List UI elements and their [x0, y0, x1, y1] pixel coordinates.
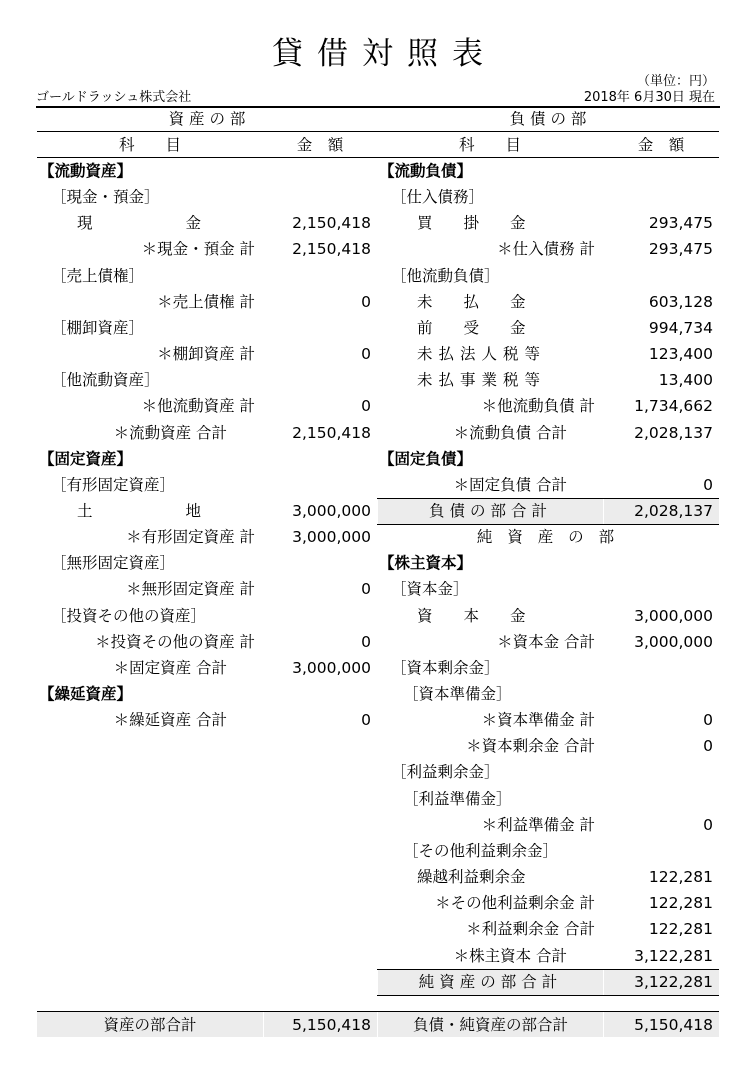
liabilities-amount-header: 金 額	[637, 136, 685, 154]
assets-amount	[263, 158, 377, 184]
liabilities-amount	[603, 681, 719, 707]
assets-account-label: ［有形固定資産］	[51, 475, 176, 494]
liabilities-account-label: ＊資本剰余金 合計	[466, 737, 595, 756]
assets-amount	[263, 550, 377, 576]
grand-total-rule	[377, 498, 719, 499]
company-name: ゴールドラッシュ株式会社	[36, 90, 192, 105]
liabilities-account-label: ［資本準備金］	[403, 685, 512, 703]
assets-account-label: ［現金・預金］	[51, 188, 160, 207]
liabilities-amount	[603, 550, 719, 576]
assets-amount: 0	[361, 292, 371, 311]
liabilities-amount: 0	[703, 737, 713, 756]
assets-amount: 2,150,418	[292, 240, 371, 259]
assets-account-label: ［売上債権］	[51, 266, 145, 285]
assets-amount	[263, 263, 377, 289]
liabilities-account-label: 未払事業税等	[417, 371, 547, 390]
liabilities-amount: 0	[703, 475, 713, 494]
liabilities-amount	[603, 576, 719, 602]
liabilities-account-label: ＊流動負債 合計	[453, 423, 567, 442]
liabilities-amount: 1,734,662	[634, 397, 713, 416]
assets-amount: 3,000,000	[292, 658, 371, 677]
liabilities-amount: 0	[703, 815, 713, 834]
liabilities-account-label: 負債の部合計	[378, 498, 603, 524]
assets-amount-header: 金 額	[296, 136, 344, 154]
assets-amount	[263, 367, 377, 393]
liabilities-amount: 2,028,137	[634, 423, 713, 442]
liabilities-section-header: 負 債 の 部	[509, 110, 587, 128]
liabilities-amount: 994,734	[648, 318, 713, 337]
liabilities-account-label: ＊固定負債 合計	[453, 475, 567, 494]
unit-label: （単位：円）	[636, 74, 715, 89]
report-date: 2018年 6月30日 現在	[583, 90, 715, 105]
assets-account-header: 科 目	[118, 136, 181, 154]
assets-account-label: 【固定資産】	[39, 449, 133, 468]
assets-amount: 0	[361, 397, 371, 416]
liabilities-amount: 3,000,000	[634, 632, 713, 651]
assets-section-header: 資 産 の 部	[168, 110, 246, 128]
liabilities-account-label: ＊資本金 合計	[497, 632, 595, 651]
assets-amount	[263, 184, 377, 210]
assets-account-label: ＊有形固定資産 計	[126, 528, 255, 547]
assets-amount	[263, 472, 377, 498]
liabilities-amount	[603, 446, 719, 472]
assets-account-label: ＊棚卸資産 計	[157, 345, 255, 364]
liabilities-account-label: 純 資 産 の 部	[476, 528, 620, 547]
assets-account-label: 土 地	[77, 501, 202, 520]
liabilities-account-label: 資 本 金	[417, 606, 526, 625]
liabilities-amount: 123,400	[648, 345, 713, 364]
liabilities-account-label: 買 掛 金	[417, 214, 526, 233]
liabilities-account-label: ［その他利益剰余金］	[403, 841, 559, 860]
balance-sheet-table	[36, 106, 720, 1034]
liabilities-account-label: ［資本金］	[391, 580, 469, 599]
liabilities-amount	[603, 655, 719, 681]
liabilities-account-label: 純資産の部合計	[378, 969, 603, 995]
liabilities-account-label: ＊利益準備金 計	[481, 815, 595, 834]
assets-account-label: ＊売上債権 計	[157, 292, 255, 311]
assets-amount: 2,150,418	[292, 214, 371, 233]
liabilities-account-label: 前 受 金	[417, 318, 526, 337]
liabilities-account-label: ＊利益剰余金 合計	[466, 920, 595, 939]
liabilities-account-label: ＊株主資本 合計	[453, 946, 567, 965]
assets-amount: 0	[361, 711, 371, 730]
liabilities-amount: 122,281	[648, 894, 713, 913]
liabilities-account-label: 繰越利益剰余金	[417, 868, 526, 887]
liabilities-amount: 3,000,000	[634, 606, 713, 625]
liabilities-account-label: 未払法人税等	[417, 345, 547, 364]
grand-total-rule	[377, 995, 719, 996]
liabilities-account-label: 【株主資本】	[379, 554, 473, 573]
assets-account-label: ＊固定資産 合計	[113, 658, 227, 677]
assets-amount: 2,150,418	[292, 423, 371, 442]
assets-account-label: ［投資その他の資産］	[51, 606, 207, 625]
liabilities-account-label: ［他流動負債］	[391, 266, 500, 285]
assets-account-label: 【繰延資産】	[39, 685, 133, 703]
liabilities-amount: 122,281	[648, 868, 713, 887]
grand-total-rule	[377, 969, 719, 970]
liabilities-account-label: ＊仕入債務 計	[497, 240, 595, 259]
document-title: 貸借対照表	[272, 36, 497, 72]
assets-account-label: ［他流動資産］	[51, 371, 160, 390]
liabilities-amount: 3,122,281	[604, 969, 719, 995]
liabilities-account-label: ［利益準備金］	[403, 789, 512, 808]
assets-account-label: ＊現金・預金 計	[141, 240, 255, 259]
liabilities-amount: 2,028,137	[604, 498, 719, 524]
liabilities-account-label: ［仕入債務］	[391, 188, 485, 207]
assets-account-label: ＊投資その他の資産 計	[95, 632, 255, 651]
assets-account-label: 【流動資産】	[39, 162, 133, 180]
liabilities-amount	[603, 838, 719, 864]
assets-account-label: ＊繰延資産 合計	[113, 711, 227, 730]
assets-amount: 0	[361, 632, 371, 651]
assets-account-label: ［棚卸資産］	[51, 318, 145, 337]
liabilities-account-label: ＊他流動負債 計	[481, 397, 595, 416]
assets-account-label: ＊無形固定資産 計	[126, 580, 255, 599]
assets-amount: 0	[361, 580, 371, 599]
liabilities-amount: 293,475	[648, 240, 713, 259]
liab-net-total-label: 負債・純資産の部合計	[378, 1012, 603, 1037]
liabilities-amount	[603, 184, 719, 210]
liabilities-account-label: 未 払 金	[417, 292, 526, 311]
assets-amount	[263, 681, 377, 707]
liabilities-amount: 0	[703, 711, 713, 730]
assets-amount	[263, 446, 377, 472]
assets-amount	[263, 315, 377, 341]
assets-amount: 3,000,000	[292, 501, 371, 520]
assets-account-label: ［無形固定資産］	[51, 554, 176, 573]
assets-amount: 0	[361, 345, 371, 364]
liabilities-account-label: 【固定負債】	[379, 449, 473, 468]
liabilities-amount	[603, 759, 719, 785]
liabilities-amount: 122,281	[648, 920, 713, 939]
assets-account-label: 現 金	[77, 214, 202, 233]
liabilities-amount: 603,128	[648, 292, 713, 311]
assets-account-label: ＊他流動資産 計	[141, 397, 255, 416]
liabilities-account-header: 科 目	[458, 136, 521, 154]
liabilities-amount: 3,122,281	[634, 946, 713, 965]
liabilities-amount	[603, 158, 719, 184]
assets-amount: 3,000,000	[292, 528, 371, 547]
liab-net-total-amount: 5,150,418	[604, 1012, 719, 1037]
liabilities-account-label: ［資本剰余金］	[391, 658, 500, 677]
liabilities-account-label: 【流動負債】	[379, 162, 473, 180]
liabilities-amount	[603, 786, 719, 812]
liabilities-account-label: ＊その他利益剰余金 計	[435, 894, 595, 913]
assets-total-label: 資産の部合計	[37, 1012, 263, 1037]
assets-account-label: ＊流動資産 合計	[113, 423, 227, 442]
liabilities-account-label: ［利益剰余金］	[391, 763, 500, 782]
liabilities-amount	[603, 263, 719, 289]
liabilities-amount: 293,475	[648, 214, 713, 233]
liabilities-account-label: ＊資本準備金 計	[481, 711, 595, 730]
assets-amount	[263, 603, 377, 629]
liabilities-amount: 13,400	[658, 371, 713, 390]
assets-total-amount: 5,150,418	[264, 1012, 377, 1037]
